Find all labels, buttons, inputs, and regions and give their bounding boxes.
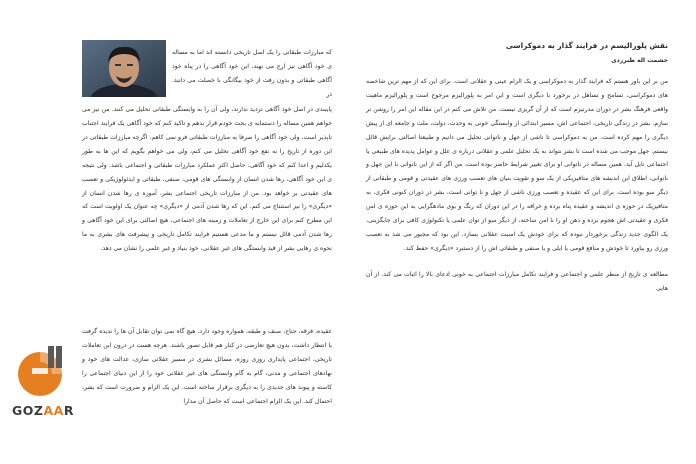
logo-text-accent: AA [43,403,64,418]
article-right-column [366,40,668,296]
article-paragraph: عقیده، فرقه، جناح، صنف و طبقه، همواره وجود دارد. هیچ گاه نمی توان تقابل آن ها را ندیده گرفت یا انتظار داشت، بدون هیچ تعارضی در کنار هم قابل تصور باشند. هرچه هست در درون این تعاملات تاریخی، اجتماعی پایداری روزی روزه، مسائل بشری در مسیر عقلانی سازی، عدالت های خود و نهادهای اجتماعی و مدنی، گام به گام وابستگی های غیر عقلانی خود را از این دنیای اجتماعی را کاسته و پیوند های جدیدی را به دیگری برقرار ساخته است. این یک الزام و ضرورت است که بشر، احتمال کند. این یک الزام اجتماعی است که حاصل آن مدارا [82,328,332,405]
author-photo [82,40,166,97]
article-paragraph: که مبارزات طبقاتی را یک اصل تاریخی دانسته اند اما به مساله ی خود آگاهی نیز ارج می نهند، این خود آگاهی را در پناه خود آگاهی طبقاتی و بدون رفت از خود بیگانگی با خصلت می دانند. در [172,49,332,98]
logo-text-end: R [63,403,74,418]
article-paragraph: من بر این باور هستم که فرایند گذار به دموکراسی و یک الزام عینی و عقلانی است. برای این که از مهم ترین شاخصه های دموکراسی، تسامح و تساهل در برخورد با دیگری است و این امر به پلورالیزم مرجوح است و پلورالیزم ماهیت واقعی فرهنگ بشر در دوران مدرنیزم است که از آن گریزی نیست. من تلاش می کنم در این مقاله این امر را روشن تر سازم. بشر در زندگی تاریخی، اجتماعی اش، مسیر ابتدائی از وابستگی خونی به وحدت، دولت، ملت و جامعه ای از پیش دیگری را مهم کرده است. من به دموکراسی تا ناشی از جهل و ناتوانی تحلیل می دانیم و طبیعتا اصالتی برایش قائل نیستم. جهل موجب می شده است تا بشر نتواند به یک تحلیل علمی و عقلانی درباره ی علل و عوامل پدیده های طبیعی یا اجتماعی نایل آید. همین مساله در ناتوانی او برای تغییر شرایط حاضر بوده است. من اگر که از این ناتوانی با این جهل و ناتوانی، اطلاق این اندیشه های متافیزیکی از یک سو و تقویت بنیان های تعصب ورزی های عقیدتی و قومی و طبقاتی از دیگر سو بوده است. برای این که عقیده و تعصب ورزی ناشی از جهل و نا توانی است، بشر در دوران کنونی فکری، به متافیزیک در حوزه ی اندیشه و عقیده پناه برده و خرافه را در این دوران که رنگ و بوی مادهگرایی به این حوزه ی امن فکری و عقیدتی اش هجوم برده و ذهن او را نا امن ساخته، از دیگر سو از توان علمی یا تکنولوژی کافی برای جایگزینی، یک الگوی جدید زندگی برخوردار نبوده که برای خودش یک امنیت عقلانی بسازد. این بود که مجبور می شد به تعصب ورزی رو بیاورد تا خودش و منافع قومی یا ایلی و یا صنفی و طبقاتی اش را از دستبرد «دیگری» حفظ کند. [366,78,668,252]
logo-text-main: GOZ [12,403,44,418]
article-author: حشمت اله طبرزدی [611,57,668,64]
article-paragraph: پایبندی در اصل خود آگاهی تردید ندارند، ولی آن را به وابستگی طبقاتی تحلیل می کنند. من نیز می خواهم همین مساله را دستمایه ی بحث خودم قرار بدهم و تاکید کنم که خود آگاهی یک فرایند اجتناب ناپذیر است، ولی خود آگاهی را صرفا به مبارزات طبقاتی فرو نمی کاهم. اگرچه مبارزات طبقاتی در این دوره از تاریخ را به نفع خود آگاهی تحلیل می کنم، ولی می خواهم بگویم که این ها به طور یکدلیم و اعدا کنم که خود آگاهی، حاصل اکثر عملکرد مبارزات طبقاتی و اجتماعی باشد. ولی نتیجه ی این خود آگاهی، رها شدن انسان از وابستگی های قومی، صنفی، طبقاتی و ایدئولوژیکی و تعصب های عقیدتی بر خواهد بود. من از مبارزات تاریخی اجتماعی بشر، آموزه ی رها شدن انسان از «دیگری» را نیز استنتاج می کنم. این که رها شدن آدمی از «دیگری» چه عنوان یک اولویت است که این مطرح کنم برای این خارج از تعاملات و زمینه های اجتماعی، هیچ اصالتی برای این خود آگاهی و رها شدن آدمی قائل نیستم و ما مدعی هستیم فرایند تکامل تاریخی و پیشرفت های بشری به ما نحوه ی رهایی بشر از قید وابستگی های غیر عقلانی، خود بنیاد و غیر علمی را نشان می دهد. [82,106,332,253]
article-title: نقش پلورالیسم در فرایند گذار به دموکراسی [505,41,668,50]
article-paragraph: مطالعه ی تاریخ از منظر علمی و اجتماعی و فرایند تکامل مبارزات اجتماعی به خوبی ادعای بالا را اثبات می کند. از آن هایی [366,270,668,292]
gozaar-logo-text [12,403,74,418]
author-portrait [82,40,166,97]
